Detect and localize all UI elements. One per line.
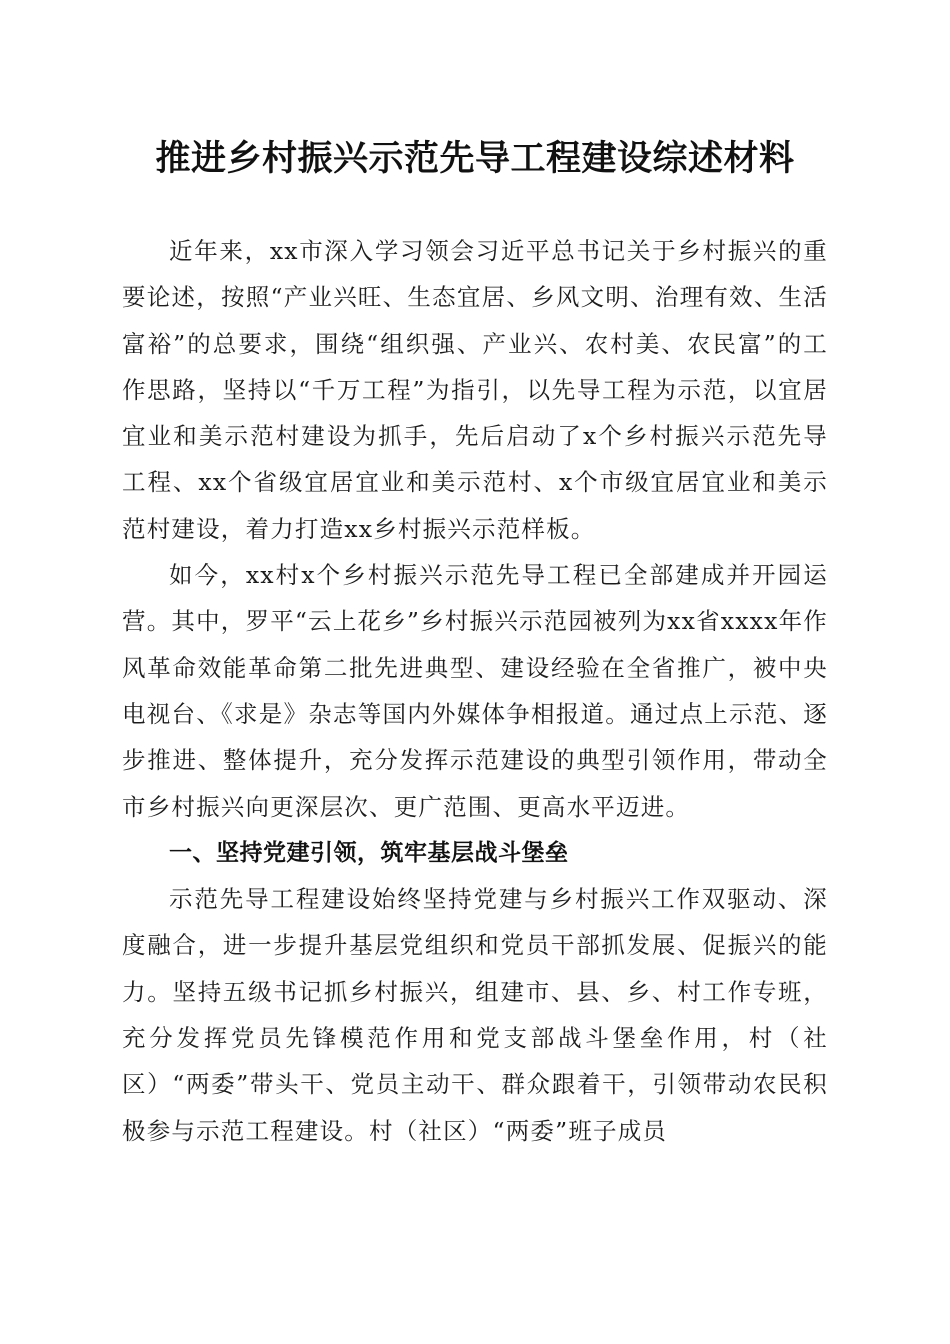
section-paragraph: 示范先导工程建设始终坚持党建与乡村振兴工作双驱动、深度融合，进一步提升基层党组织和党员干部抓发展、促振兴的能力。坚持五级书记抓乡村振兴，组建市、县、乡、村工作专班，充分发挥党员先锋模范作用和党支部战斗堡垒作用，村（社区）“两委”带头干、党员主动干、群众跟着干，引领带动农民积极参与示范工程建设。村（社区）“两委”班子成员 [122,885,828,1145]
document-title: 推进乡村振兴示范先导工程建设综述材料 [155,138,795,179]
intro-paragraph-1: 近年来，xx市深入学习领会习近平总书记关于乡村振兴的重要论述，按照“产业兴旺、生态宜居、乡风文明、治理有效、生活富裕”的总要求，围绕“组织强、产业兴、农村美、农民富”的工作思路，坚持以“千万工程”为指引，以先导工程为示范，以宜居宜业和美示范村建设为抓手，先后启动了x个乡村振兴示范先导工程、xx个省级宜居宜业和美示范村、x个市级宜居宜业和美示范村建设，着力打造xx乡村振兴示范样板。 [122,237,828,543]
document-body [122,228,828,1154]
intro-paragraph-2: 如今，xx村x个乡村振兴示范先导工程已全部建成并开园运营。其中，罗平“云上花乡”乡村振兴示范园被列为xx省xxxx年作风革命效能革命第二批先进典型、建设经验在全省推广，被中央电视台、《求是》杂志等国内外媒体争相报道。通过点上示范、逐步推进、整体提升，充分发挥示范建设的典型引领作用，带动全市乡村振兴向更深层次、更广范围、更高水平迈进。 [122,561,828,821]
section-heading: 一、坚持党建引领，筑牢基层战斗堡垒 [169,839,569,866]
